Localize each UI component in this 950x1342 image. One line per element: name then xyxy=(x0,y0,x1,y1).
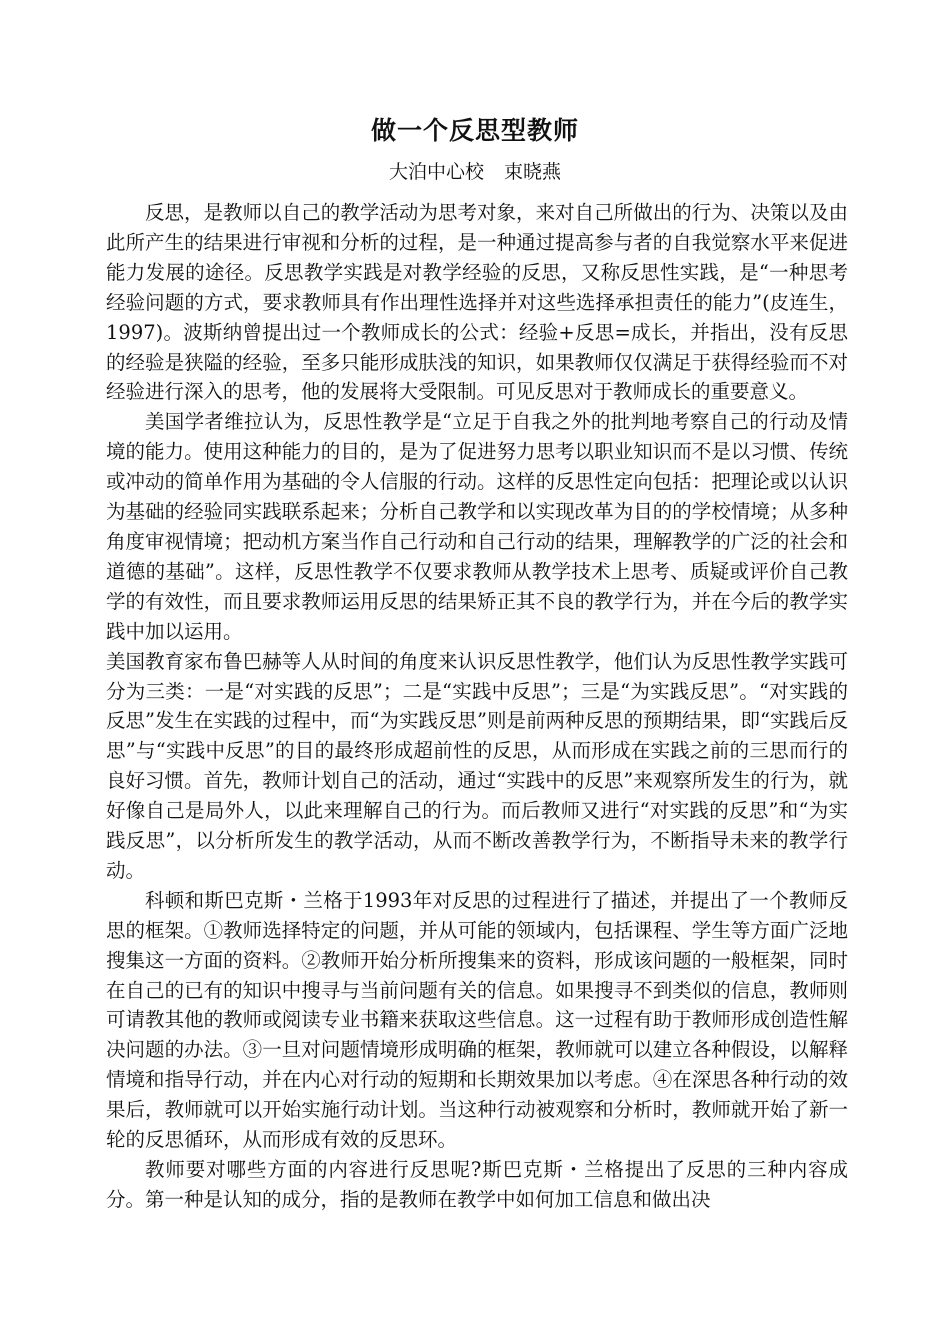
document-title: 做一个反思型教师 xyxy=(370,116,579,145)
paragraph: 科顿和斯巴克斯・兰格于1993年对反思的过程进行了描述，并提出了一个教师反思的框架。①教师选择特定的问题，并从可能的领域内，包括课程、学生等方面广泛地搜集这一方面的资料。②教师开始分析所搜集来的资料，形成该问题的一般框架，同时在自己的已有的知识中搜寻与当前问题有关的信息。如果搜寻不到类似的信息，教师则可请教其他的教师或阅读专业书籍来获取这些信息。这一过程有助于教师形成创造性解决问题的办法。③一旦对问题情境形成明确的框架，教师就可以建立各种假设，以解释情境和指导行动，并在内心对行动的短期和长期效果加以考虑。④在深思各种行动的效果后，教师就可以开始实施行动计划。当这种行动被观察和分析时，教师就开始了新一轮的反思循环，从而形成有效的反思环。 xyxy=(106,888,848,1152)
paragraph: 反思，是教师以自己的教学活动为思考对象，来对自己所做出的行为、决策以及由此所产生的结果进行审视和分析的过程，是一种通过提高参与者的自我觉察水平来促进能力发展的途径。反思教学实践是对教学经验的反思，又称反思性实践，是“一种思考经验问题的方式，要求教师具有作出理性选择并对这些选择承担责任的能力”(皮连生，1997)。波斯纳曾提出过一个教师成长的公式：经验+反思=成长，并指出，没有反思的经验是狭隘的经验，至多只能形成肤浅的知识，如果教师仅仅满足于获得经验而不对经验进行深入的思考，他的发展将大受限制。可见反思对于教师成长的重要意义。 xyxy=(106,201,848,404)
paragraph: 美国教育家布鲁巴赫等人从时间的角度来认识反思性教学，他们认为反思性教学实践可分为三类：一是“对实践的反思”；二是“实践中反思”；三是“为实践反思”。“对实践的反思”发生在实践的过程中，而“为实践反思”则是前两种反思的预期结果，即“实践后反思”与“实践中反思”的目的最终形成超前性的反思，从而形成在实践之前的三思而行的良好习惯。首先，教师计划自己的活动，通过“实践中的反思”来观察所发生的行为，就好像自己是局外人，以此来理解自己的行为。而后教师又进行“对实践的反思”和“为实践反思”，以分析所发生的教学活动，从而不断改善教学行为，不断指导未来的教学行动。 xyxy=(106,649,848,882)
author-school: 大泊中心校 xyxy=(388,161,484,183)
article-body xyxy=(106,198,848,1215)
paragraph: 美国学者维拉认为，反思性教学是“立足于自我之外的批判地考察自己的行动及情境的能力。使用这种能力的目的，是为了促进努力思考以职业知识而不是以习惯、传统或冲动的简单作用为基础的令人信服的行动。这样的反思性定向包括：把理论或以认识为基础的经验同实践联系起来；分析自己教学和以实现改革为目的的学校情境；从多种角度审视情境；把动机方案当作自己行动和自己行动的结果，理解教学的广泛的社会和道德的基础”。这样，反思性教学不仅要求教师从教学技术上思考、质疑或评价自己教学的有效性，而且要求教师运用反思的结果矫正其不良的教学行为，并在今后的教学实践中加以运用。 xyxy=(106,410,848,643)
paragraph: 教师要对哪些方面的内容进行反思呢?斯巴克斯・兰格提出了反思的三种内容成分。第一种是认知的成分，指的是教师在教学中如何加工信息和做出决 xyxy=(106,1158,848,1211)
author-byline xyxy=(0,158,950,186)
author-name: 束晓燕 xyxy=(504,161,562,183)
